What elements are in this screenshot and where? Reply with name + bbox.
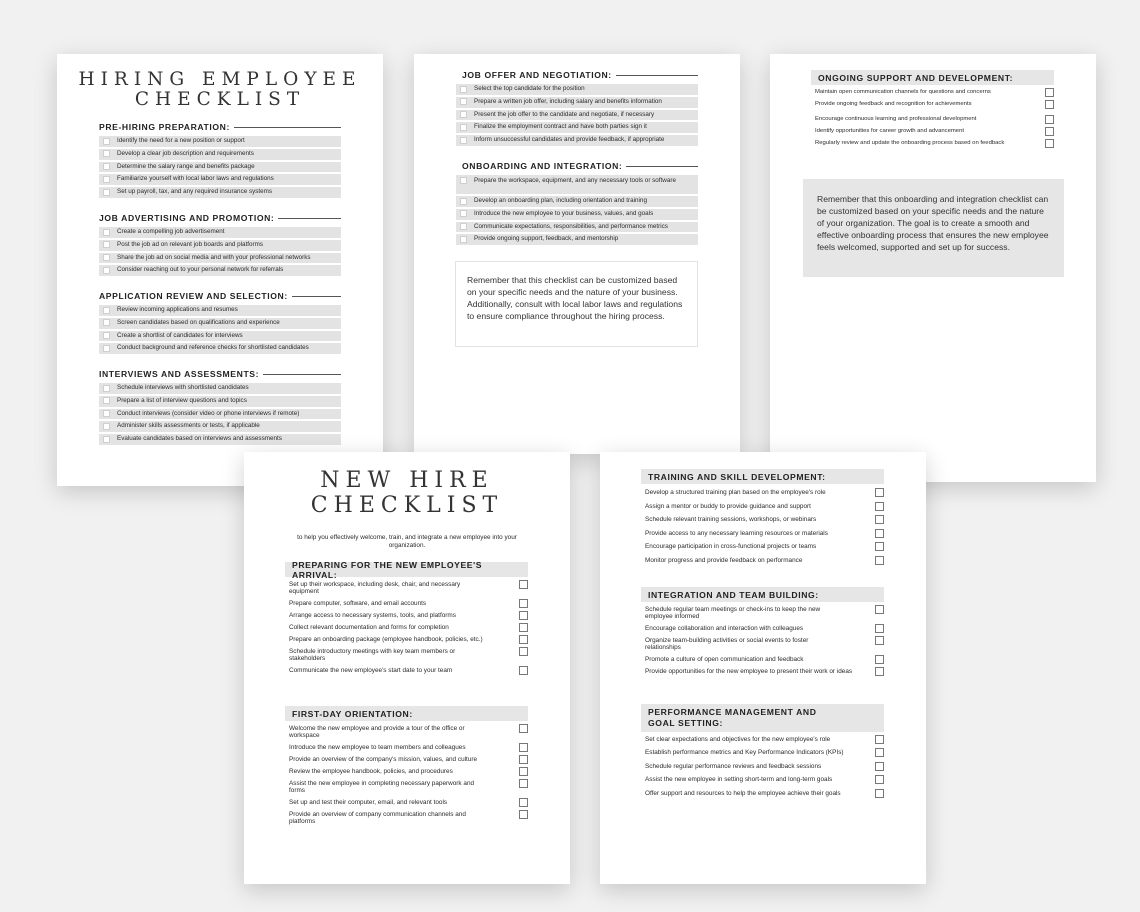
checkbox[interactable] xyxy=(1045,127,1054,136)
checklist-item[interactable]: Provide opportunities for the new employee to present their work or ideas xyxy=(645,668,884,676)
checkbox[interactable] xyxy=(875,515,884,524)
note-box: Remember that this checklist can be customized based on your specific needs and the nature of your business. Additionally, consult with local labor laws and regulations to ensure compliance throughout the hiring process. xyxy=(455,261,698,347)
checklist-item[interactable]: Arrange access to necessary systems, tools, and platforms xyxy=(289,612,528,620)
checkbox[interactable] xyxy=(103,436,110,443)
checkbox[interactable] xyxy=(875,735,884,744)
checklist-item[interactable]: Prepare a written job offer, including salary and benefits information xyxy=(456,97,698,108)
checkbox[interactable] xyxy=(460,177,467,184)
checklist-item[interactable]: Set up and test their computer, email, and relevant tools xyxy=(289,799,528,807)
checkbox[interactable] xyxy=(519,635,528,644)
checkbox[interactable] xyxy=(460,210,467,217)
checkbox[interactable] xyxy=(1045,88,1054,97)
checklist-item[interactable]: Familiarize yourself with local labor laws and regulations xyxy=(99,174,341,185)
checkbox[interactable] xyxy=(519,580,528,589)
page-job-offer-onboarding xyxy=(414,54,740,454)
checklist-item[interactable]: Collect relevant documentation and forms for completion xyxy=(289,624,528,632)
checkbox[interactable] xyxy=(103,319,110,326)
checklist-section xyxy=(99,213,341,276)
checkbox[interactable] xyxy=(519,767,528,776)
checklist-item[interactable]: Provide an overview of company communication channels and platforms xyxy=(289,811,528,826)
checklist-item[interactable]: Regularly review and update the onboarding process based on feedback xyxy=(815,140,1054,148)
checklist-item[interactable]: Assist the new employee in completing necessary paperwork and forms xyxy=(289,780,528,795)
checkbox[interactable] xyxy=(519,599,528,608)
page-ongoing-support xyxy=(770,54,1096,482)
checkbox[interactable] xyxy=(875,605,884,614)
section-heading: TRAINING AND SKILL DEVELOPMENT: xyxy=(641,469,884,484)
checklist-section xyxy=(285,559,528,675)
checkbox[interactable] xyxy=(519,724,528,733)
section-heading: INTEGRATION AND TEAM BUILDING: xyxy=(641,587,884,602)
checklist-item[interactable]: Provide access to any necessary learning resources or materials xyxy=(645,530,884,538)
checklist-item[interactable]: Finalize the employment contract and have both parties sign it xyxy=(456,122,698,133)
checkbox[interactable] xyxy=(103,176,110,183)
checklist-item[interactable]: Identify the need for a new position or support xyxy=(99,136,341,147)
checklist-item[interactable]: Communicate expectations, responsibilities, and performance metrics xyxy=(456,222,698,233)
checklist-section xyxy=(99,369,341,445)
checklist-item[interactable]: Communicate the new employee's start date to your team xyxy=(289,667,528,675)
checkbox[interactable] xyxy=(103,241,110,248)
title-line-2: CHECKLIST xyxy=(134,89,306,110)
checkbox[interactable] xyxy=(460,223,467,230)
checklist-item[interactable]: Encourage continuous learning and professional development xyxy=(815,116,1054,124)
checklist-item[interactable]: Set clear expectations and objectives for the new employee's role xyxy=(645,736,884,744)
checkbox[interactable] xyxy=(103,189,110,196)
checklist-item[interactable]: Conduct interviews (consider video or phone interviews if remote) xyxy=(99,409,341,420)
checklist-section xyxy=(641,704,884,798)
checkbox[interactable] xyxy=(875,636,884,645)
checklist-item[interactable]: Encourage participation in cross-functional projects or teams xyxy=(645,543,884,551)
checklist-item[interactable]: Welcome the new employee and provide a tour of the office or workspace xyxy=(289,725,528,740)
checklist-item[interactable]: Schedule regular performance reviews and feedback sessions xyxy=(645,763,884,771)
page-new-hire-checklist xyxy=(244,452,570,884)
checkbox[interactable] xyxy=(519,810,528,819)
checklist-item[interactable]: Introduce the new employee to team members and colleagues xyxy=(289,744,528,752)
checkbox[interactable] xyxy=(460,111,467,118)
checklist-item[interactable]: Provide an overview of the company's mission, values, and culture xyxy=(289,756,528,764)
checkbox[interactable] xyxy=(875,488,884,497)
checkbox[interactable] xyxy=(460,236,467,243)
checklist-item[interactable]: Monitor progress and provide feedback on performance xyxy=(645,557,884,565)
note-box: Remember that this onboarding and integration checklist can be customized based on your specific needs and the nature of your organization. The goal is to create a smooth and effective onboarding process that ensures the new employee feels welcomed, supported and set up for success. xyxy=(803,179,1064,277)
checkbox[interactable] xyxy=(519,623,528,632)
checklist-item[interactable]: Evaluate candidates based on interviews and assessments xyxy=(99,434,341,445)
page-title xyxy=(57,70,383,110)
checklist-item[interactable]: Set up payroll, tax, and any required insurance systems xyxy=(99,187,341,198)
checklist-section xyxy=(456,161,698,245)
checkbox[interactable] xyxy=(519,666,528,675)
checklist-item[interactable]: Develop a structured training plan based on the employee's role xyxy=(645,489,884,497)
checkbox[interactable] xyxy=(519,755,528,764)
checkbox[interactable] xyxy=(875,624,884,633)
section-heading: JOB OFFER AND NEGOTIATION: xyxy=(456,70,698,80)
checkbox[interactable] xyxy=(519,743,528,752)
checklist-item[interactable]: Identify opportunities for career growth and advancement xyxy=(815,128,1054,136)
checkbox[interactable] xyxy=(519,779,528,788)
checkbox[interactable] xyxy=(519,798,528,807)
checklist-item[interactable]: Establish performance metrics and Key Performance Indicators (KPIs) xyxy=(645,749,884,757)
checkbox[interactable] xyxy=(875,529,884,538)
checklist-item[interactable]: Consider reaching out to your personal network for referrals xyxy=(99,265,341,276)
checkbox[interactable] xyxy=(875,775,884,784)
checkbox[interactable] xyxy=(460,198,467,205)
checkbox[interactable] xyxy=(1045,115,1054,124)
checkbox[interactable] xyxy=(875,556,884,565)
checklist-item[interactable]: Conduct background and reference checks for shortlisted candidates xyxy=(99,343,341,354)
checklist-item[interactable]: Schedule introductory meetings with key team members or stakeholders xyxy=(289,648,528,663)
checkbox[interactable] xyxy=(103,385,110,392)
checklist-item[interactable]: Prepare computer, software, and email accounts xyxy=(289,600,528,608)
checklist-item[interactable]: Determine the salary range and benefits package xyxy=(99,162,341,173)
checkbox[interactable] xyxy=(103,150,110,157)
checklist-section xyxy=(99,291,341,354)
checklist-section xyxy=(641,469,884,565)
checkbox[interactable] xyxy=(103,267,110,274)
checkbox[interactable] xyxy=(875,748,884,757)
title-line-1: NEW HIRE xyxy=(320,468,494,493)
checklist-item[interactable]: Develop an onboarding plan, including orientation and training xyxy=(456,196,698,207)
checklist-section xyxy=(456,70,698,146)
checklist-item[interactable]: Introduce the new employee to your business, values, and goals xyxy=(456,209,698,220)
checklist-item[interactable]: Encourage collaboration and interaction with colleagues xyxy=(645,625,884,633)
checklist-item[interactable]: Present the job offer to the candidate and negotiate, if necessary xyxy=(456,110,698,121)
checkbox[interactable] xyxy=(460,137,467,144)
checklist-item[interactable]: Administer skills assessments or tests, if applicable xyxy=(99,421,341,432)
checkbox[interactable] xyxy=(519,647,528,656)
page-training-integration xyxy=(600,452,926,884)
checklist-item[interactable]: Select the top candidate for the position xyxy=(456,84,698,95)
checklist-item[interactable]: Organize team-building activities or social events to foster relationships xyxy=(645,637,884,652)
page-title xyxy=(244,468,570,518)
section-heading: ONBOARDING AND INTEGRATION: xyxy=(456,161,698,171)
section-heading: FIRST-DAY ORIENTATION: xyxy=(285,706,528,721)
checklist-item[interactable]: Create a compelling job advertisement xyxy=(99,227,341,238)
checklist-item[interactable]: Assist the new employee in setting short-term and long-term goals xyxy=(645,776,884,784)
checkbox[interactable] xyxy=(103,345,110,352)
checkbox[interactable] xyxy=(875,542,884,551)
checklist-section xyxy=(99,122,341,198)
checkbox[interactable] xyxy=(103,138,110,145)
section-heading: ONGOING SUPPORT AND DEVELOPMENT: xyxy=(811,70,1054,85)
checkbox[interactable] xyxy=(875,502,884,511)
page-subtitle: to help you effectively welcome, train, and integrate a new employee into your organization. xyxy=(297,534,517,550)
checklist-item[interactable]: Provide ongoing feedback and recognition for achievements xyxy=(815,101,1054,109)
checklist-item[interactable]: Maintain open communication channels for questions and concerns xyxy=(815,89,1054,97)
checklist-item[interactable]: Schedule relevant training sessions, workshops, or webinars xyxy=(645,516,884,524)
checkbox[interactable] xyxy=(460,98,467,105)
checklist-item[interactable]: Review the employee handbook, policies, and procedures xyxy=(289,768,528,776)
checkbox[interactable] xyxy=(103,254,110,261)
checkbox[interactable] xyxy=(103,397,110,404)
checklist-item[interactable]: Set up their workspace, including desk, chair, and necessary equipment xyxy=(289,581,528,596)
checkbox[interactable] xyxy=(103,410,110,417)
checkbox[interactable] xyxy=(460,124,467,131)
section-heading: PERFORMANCE MANAGEMENT AND GOAL SETTING: xyxy=(641,704,884,732)
checklist-item[interactable]: Post the job ad on relevant job boards and platforms xyxy=(99,240,341,251)
section-heading: JOB ADVERTISING AND PROMOTION: xyxy=(99,213,341,223)
checkbox[interactable] xyxy=(103,332,110,339)
section-heading: INTERVIEWS AND ASSESSMENTS: xyxy=(99,369,341,379)
checklist-item[interactable]: Provide ongoing support, feedback, and mentorship xyxy=(456,234,698,245)
checkbox[interactable] xyxy=(103,423,110,430)
checklist-item[interactable]: Promote a culture of open communication and feedback xyxy=(645,656,884,664)
checklist-item[interactable]: Create a shortlist of candidates for interviews xyxy=(99,331,341,342)
checklist-section xyxy=(811,70,1054,148)
checkbox[interactable] xyxy=(1045,139,1054,148)
section-heading: PRE-HIRING PREPARATION: xyxy=(99,122,341,132)
checklist-item[interactable]: Prepare an onboarding package (employee handbook, policies, etc.) xyxy=(289,636,528,644)
checkbox[interactable] xyxy=(103,163,110,170)
checkbox[interactable] xyxy=(103,307,110,314)
checklist-item[interactable]: Schedule regular team meetings or check-ins to keep the new employee informed xyxy=(645,606,884,621)
section-heading: APPLICATION REVIEW AND SELECTION: xyxy=(99,291,341,301)
checkbox[interactable] xyxy=(875,667,884,676)
checklist-item[interactable]: Inform unsuccessful candidates and provide feedback, if appropriate xyxy=(456,135,698,146)
section-heading: PREPARING FOR THE NEW EMPLOYEE'S ARRIVAL: xyxy=(285,562,528,577)
checklist-item[interactable]: Develop a clear job description and requirements xyxy=(99,149,341,160)
title-line-1: HIRING EMPLOYEE xyxy=(78,69,362,90)
checklist-item[interactable]: Schedule interviews with shortlisted candidates xyxy=(99,383,341,394)
checklist-section xyxy=(285,706,528,825)
checklist-item[interactable]: Prepare a list of interview questions and topics xyxy=(99,396,341,407)
checkbox[interactable] xyxy=(875,789,884,798)
page-hiring-checklist xyxy=(57,54,383,486)
checkbox[interactable] xyxy=(875,655,884,664)
checklist-item[interactable]: Offer support and resources to help the employee achieve their goals xyxy=(645,790,884,798)
checklist-item[interactable]: Review incoming applications and resumes xyxy=(99,305,341,316)
checkbox[interactable] xyxy=(1045,100,1054,109)
checklist-item[interactable]: Prepare the workspace, equipment, and any necessary tools or software xyxy=(456,175,698,194)
checklist-section xyxy=(641,587,884,676)
checklist-item[interactable]: Assign a mentor or buddy to provide guidance and support xyxy=(645,503,884,511)
checkbox[interactable] xyxy=(103,229,110,236)
checklist-item[interactable]: Screen candidates based on qualifications and experience xyxy=(99,318,341,329)
checklist-item[interactable]: Share the job ad on social media and with your professional networks xyxy=(99,253,341,264)
title-line-2: CHECKLIST xyxy=(310,493,504,518)
checkbox[interactable] xyxy=(519,611,528,620)
checkbox[interactable] xyxy=(875,762,884,771)
checkbox[interactable] xyxy=(460,86,467,93)
